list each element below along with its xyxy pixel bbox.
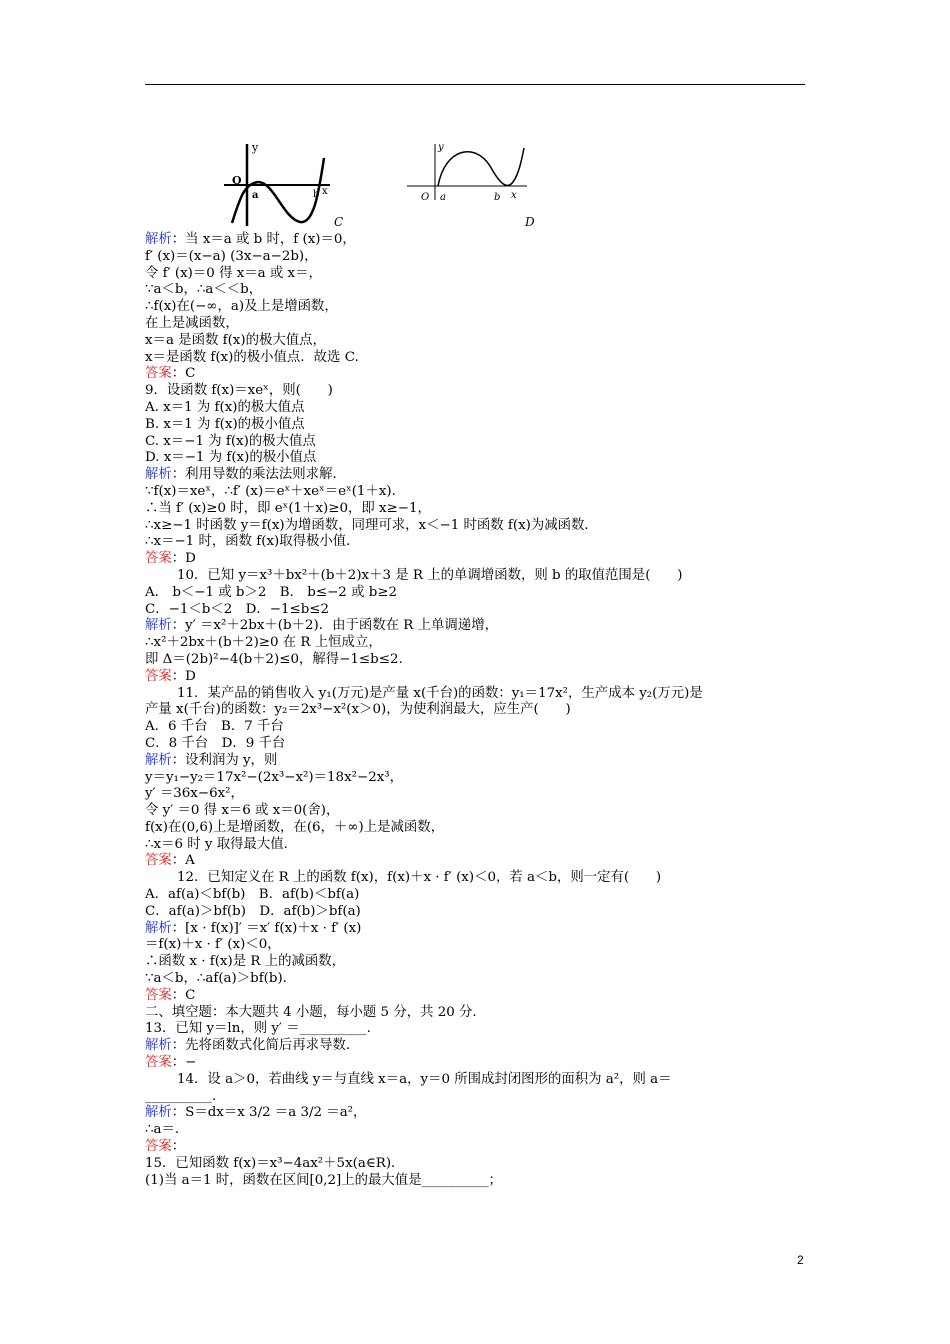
text-line (145, 551, 810, 568)
text-line (145, 1072, 810, 1089)
line-text: 10．已知 y＝x³＋bx²＋(b＋2)x＋3 是 R 上的单调增函数，则 b 的取值范围是( ) (177, 567, 683, 583)
line-text: ：C (171, 987, 196, 1003)
line-text: ：y′ ＝x²＋2bx＋(b＋2)．由于函数在 R 上单调递增， (171, 618, 498, 634)
text-line (145, 870, 810, 887)
line-text: ：先将函数式化简后再求导数． (171, 1038, 360, 1054)
answer-label: 答案 (145, 853, 172, 869)
line-text: D. x＝−1 为 f(x)的极小值点 (145, 450, 317, 466)
line-text: C．af(a)＞bf(b) D．af(b)＞bf(a) (145, 903, 361, 919)
text-line (145, 1105, 810, 1122)
answer-label: 答案 (145, 366, 172, 382)
text-line (145, 803, 810, 820)
line-text: ＝f(x)＋x · f′ (x)＜0， (145, 937, 281, 953)
line-text: C．8 千台 D．9 千台 (145, 735, 286, 751)
line-text: ：设利润为 y，则 (171, 752, 278, 768)
text-line (145, 400, 810, 417)
text-line (145, 366, 810, 383)
line-text: ∴函数 x · f(x)是 R 上的减函数， (145, 954, 346, 970)
text-line (145, 467, 810, 484)
line-text: 令 f′ (x)＝0 得 x＝a 或 x＝， (145, 265, 322, 281)
line-text: ：S＝dx＝x 3/2 ＝a 3/2 ＝a²， (171, 1105, 367, 1121)
line-text: ：C (171, 366, 196, 382)
line-text: ∴f(x)在(−∞，a)及上是增函数， (145, 299, 338, 315)
text-line (145, 518, 810, 535)
graph-d-origin-label: O (421, 192, 430, 203)
line-text: ：A (171, 853, 195, 869)
text-line (145, 921, 810, 938)
analysis-label: 解析 (145, 232, 172, 247)
line-text: A．af(a)＜bf(b) B．af(b)＜bf(a) (145, 887, 360, 903)
text-line (145, 585, 810, 602)
analysis-label: 解析 (145, 752, 172, 768)
line-text: (1)当 a＝1 时，函数在区间[0,2]上的最大值是__________； (145, 1172, 502, 1188)
text-line (145, 568, 810, 585)
line-text: x＝是函数 f(x)的极小值点．故选 C. (145, 349, 359, 365)
text-line (145, 686, 810, 703)
text-line (145, 1021, 810, 1038)
text-line (145, 853, 810, 870)
line-text: f′ (x)＝(x−a) (3x−a−2b)， (145, 248, 318, 264)
line-text: A． b＜−1 或 b＞2 B． b≤−2 或 b≥2 (145, 584, 398, 600)
text-line (145, 971, 810, 988)
line-text: 二、填空题：本大题共 4 小题，每小题 5 分，共 20 分． (145, 1004, 486, 1020)
analysis-label: 解析 (145, 1105, 172, 1121)
answer-label: 答案 (145, 1055, 172, 1071)
line-text: y＝y₁−y₂＝17x²−(2x³−x²)＝18x²−2x³， (145, 769, 404, 785)
text-line (145, 652, 810, 669)
text-line (145, 786, 810, 803)
graph-d (405, 138, 540, 230)
answer-label: 答案 (145, 668, 172, 684)
graph-c-b-label: b (313, 189, 320, 200)
line-text: ∴x²＋2bx＋(b＋2)≥0 在 R 上恒成立， (145, 635, 382, 651)
text-line (145, 1055, 810, 1072)
analysis-label: 解析 (145, 618, 172, 634)
graph-c-origin-label: O (232, 174, 242, 187)
text-line (145, 702, 810, 719)
page-number: 2 (797, 1253, 804, 1267)
text-line (145, 954, 810, 971)
text-line (145, 282, 810, 299)
text-line (145, 904, 810, 921)
line-text: A. x＝1 为 f(x)的极大值点 (145, 399, 305, 415)
text-line (145, 602, 810, 619)
text-line (145, 635, 810, 652)
header-rule (145, 84, 805, 85)
text-line (145, 383, 810, 400)
graph-d-a-label: a (440, 192, 446, 203)
graph-c-caption: C (334, 215, 344, 229)
line-text: C. x＝−1 为 f(x)的极大值点 (145, 433, 316, 449)
line-text: ：利用导数的乘法法则求解． (171, 467, 346, 483)
text-line (145, 501, 810, 518)
line-text: 9．设函数 f(x)＝xeˣ，则( ) (145, 383, 333, 399)
line-text: 令 y′ ＝0 得 x＝6 或 x＝0(舍)， (145, 803, 340, 819)
text-line (145, 434, 810, 451)
text-line (145, 232, 810, 249)
line-text: 15．已知函数 f(x)＝x³−4ax²＋5x(a∈R)． (145, 1155, 405, 1171)
line-text: 14．设 a＞0，若曲线 y＝与直线 x＝a，y＝0 所围成封闭图形的面积为 a²，则 a＝ (177, 1071, 672, 1087)
line-text: ∵a＜b，∴af(a)＞bf(b)． (145, 971, 297, 987)
text-line (145, 1173, 810, 1190)
text-line (145, 1122, 810, 1139)
text-line (145, 299, 810, 316)
line-text: ：当 x＝a 或 b 时，f (x)＝0， (171, 232, 356, 247)
text-line (145, 1156, 810, 1173)
text-line (145, 450, 810, 467)
text-line (145, 534, 810, 551)
answer-label: 答案 (145, 1139, 172, 1155)
graph-c-a-label: a (252, 190, 259, 201)
line-text: ：D (171, 668, 196, 684)
line-text: B. x＝1 为 f(x)的极小值点 (145, 416, 305, 432)
analysis-label: 解析 (145, 920, 172, 936)
graph-c-x-label: x (322, 186, 328, 197)
graph-c (218, 138, 348, 230)
line-text: ∵a＜b，∴a＜＜b， (145, 282, 263, 298)
line-text: 11．某产品的销售收入 y₁(万元)是产量 x(千台)的函数：y₁＝17x²，生产成本 y₂(万元)是 (177, 685, 703, 701)
text-line (145, 333, 810, 350)
line-text: 在上是减函数， (145, 315, 239, 331)
graph-d-x-label: x (511, 190, 517, 201)
line-text: ：− (171, 1055, 197, 1071)
line-text: ∴a＝. (145, 1122, 180, 1138)
line-text: 12．已知定义在 R 上的函数 f(x)，f(x)＋x · f′ (x)＜0，若 a＜b，则一定有( ) (177, 870, 662, 886)
graph-c-y-label: y (252, 141, 259, 154)
text-line (145, 937, 810, 954)
text-line (145, 1089, 810, 1106)
text-line (145, 249, 810, 266)
text-line (145, 484, 810, 501)
text-line (145, 770, 810, 787)
text-line (145, 266, 810, 283)
line-text: ∴x＝6 时 y 取得最大值. (145, 836, 288, 852)
text-line (145, 736, 810, 753)
text-line (145, 837, 810, 854)
line-text: ：D (171, 551, 196, 567)
text-line (145, 316, 810, 333)
text-line (145, 350, 810, 367)
text-line (145, 417, 810, 434)
graph-d-y-label: y (438, 142, 444, 153)
line-text: ：[x · f(x)]′ ＝x′ f(x)＋x · f′ (x) (171, 920, 362, 936)
line-text: 13．已知 y＝ln，则 y′ ＝__________. (145, 1021, 371, 1037)
line-text: ∴x≥−1 时函数 y＝f(x)为增函数，同理可求，x＜−1 时函数 f(x)为减函数． (145, 517, 598, 533)
line-text: C．−1＜b＜2 D．−1≤b≤2 (145, 601, 330, 617)
line-text: ∴当 f′ (x)≥0 时，即 eˣ(1＋x)≥0，即 x≥−1， (145, 500, 431, 516)
text-line (145, 669, 810, 686)
line-text: y′ ＝36x−6x²， (145, 786, 244, 802)
text-line (145, 753, 810, 770)
text-line (145, 1038, 810, 1055)
text-line (145, 887, 810, 904)
text-line (145, 719, 810, 736)
line-text: 产量 x(千台)的函数：y₂＝2x³−x²(x＞0)，为使利润最大，应生产( ) (145, 702, 571, 718)
answer-label: 答案 (145, 551, 172, 567)
analysis-label: 解析 (145, 467, 172, 483)
line-text: __________. (145, 1088, 217, 1104)
text-line (145, 1005, 810, 1022)
text-line (145, 1139, 810, 1156)
line-text: ： (171, 1139, 186, 1155)
answer-label: 答案 (145, 987, 172, 1003)
line-text: ∵f(x)＝xeˣ，∴f′ (x)＝eˣ＋xeˣ＝eˣ(1＋x)． (145, 483, 406, 499)
analysis-label: 解析 (145, 1038, 172, 1054)
line-text: f(x)在(0,6)上是增函数，在(6，＋∞)上是减函数， (145, 819, 445, 835)
line-text: x＝a 是函数 f(x)的极大值点， (145, 332, 326, 348)
graph-d-caption: D (525, 215, 535, 229)
text-line (145, 988, 810, 1005)
document-body (145, 232, 810, 1189)
line-text: 即 Δ＝(2b)²−4(b＋2)≤0，解得−1≤b≤2. (145, 651, 403, 667)
graph-d-b-label: b (494, 192, 501, 203)
line-text: ∴x＝−1 时，函数 f(x)取得极小值． (145, 534, 360, 550)
text-line (145, 618, 810, 635)
text-line (145, 820, 810, 837)
line-text: A．6 千台 B．7 千台 (145, 719, 284, 735)
